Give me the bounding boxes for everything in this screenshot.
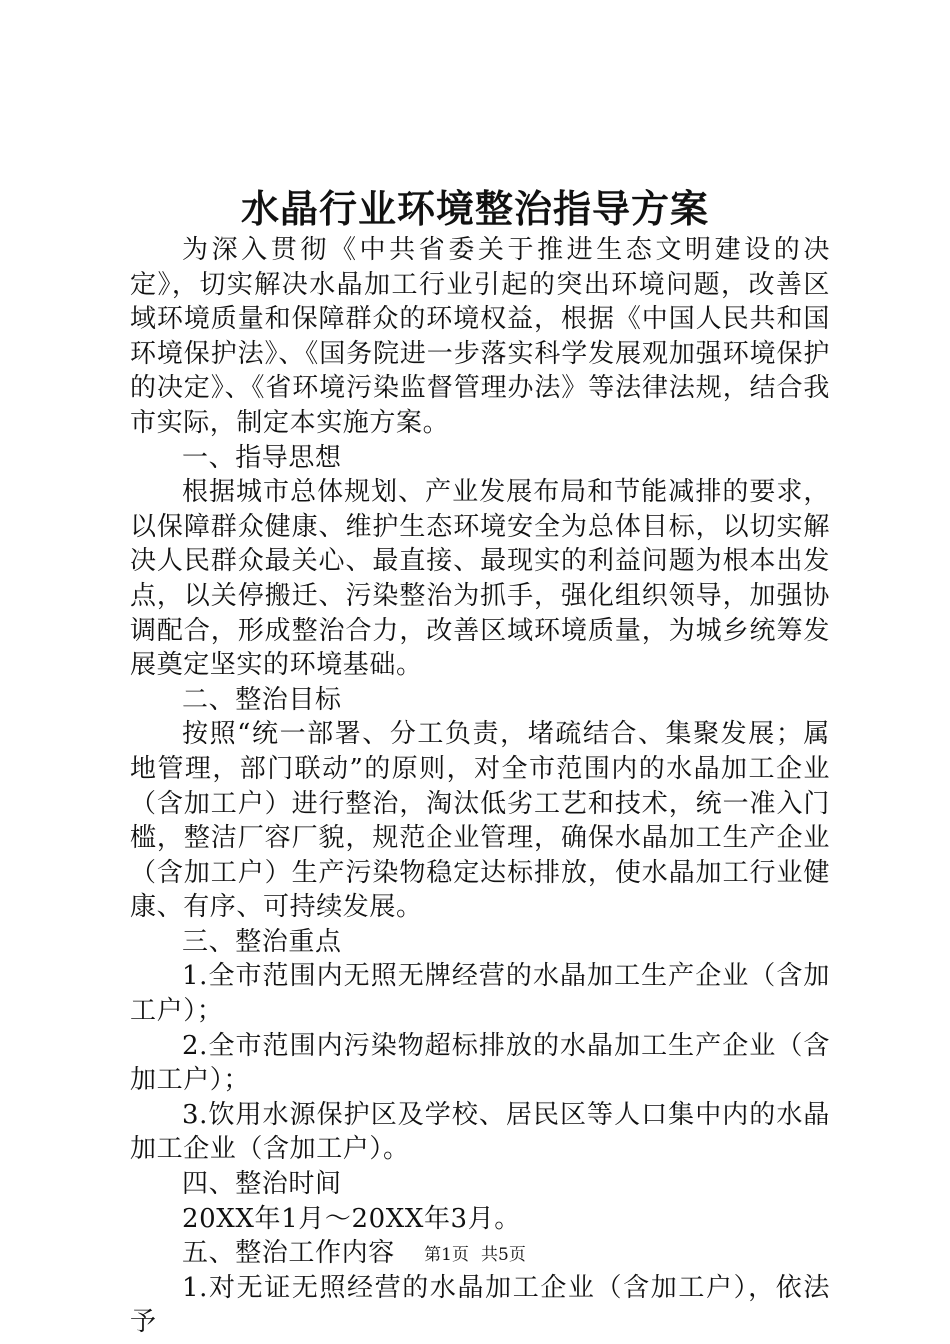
section-heading-guiding-ideology: 一、指导思想 xyxy=(182,442,342,473)
page-total: 共5页 xyxy=(481,1245,526,1265)
list-item: 2.全市范围内污染物超标排放的水晶加工生产企业（含加工户）； xyxy=(130,1030,830,1096)
document-body xyxy=(130,233,830,1340)
list-item: 1.对无证无照经营的水晶加工企业（含加工户），依法予 xyxy=(130,1272,830,1338)
paragraph-intro: 为深入贯彻《中共省委关于推进生态文明建设的决定》，切实解决水晶加工行业引起的突出环境问题，改善区域环境质量和保障群众的环境权益，根据《中国人民共和国环境保护法》、《国务院进一步落实科学发展观加强环境保护的决定》、《省环境污染监督管理办法》等法律法规，结合我市实际，制定本实施方案。 xyxy=(130,235,830,438)
paragraph-goals: 按照“统一部署、分工负责，堵疏结合、集聚发展；属地管理，部门联动”的原则，对全市范围内的水晶加工企业（含加工户）进行整治，淘汰低劣工艺和技术，统一准入门槛，整洁厂容厂貌，规范企业管理，确保水晶加工生产企业（含加工户）生产污染物稳定达标排放，使水晶加工行业健康、有序、可持续发展。 xyxy=(130,719,830,923)
list-item: 1.全市范围内无照无牌经营的水晶加工生产企业（含加工户）； xyxy=(130,961,830,1027)
document-title: 水晶行业环境整治指导方案 xyxy=(240,186,709,231)
list-item: 3.饮用水源保护区及学校、居民区等人口集中内的水晶加工企业（含加工户）。 xyxy=(130,1099,830,1165)
page-number: 第1页 xyxy=(424,1245,469,1265)
section-heading-timeframe: 四、整治时间 xyxy=(182,1169,342,1200)
section-heading-key-points: 三、整治重点 xyxy=(182,926,342,957)
section-heading-goals: 二、整治目标 xyxy=(182,684,342,715)
paragraph-timeframe: 20XX年1月～20XX年3月。 xyxy=(182,1203,521,1234)
section-heading-work-content: 五、整治工作内容 xyxy=(182,1238,395,1269)
paragraph-guiding-ideology: 根据城市总体规划、产业发展布局和节能减排的要求，以保障群众健康、维护生态环境安全为总体目标，以切实解决人民群众最关心、最直接、最现实的利益问题为根本出发点，以关停搬迁、污染整治为抓手，强化组织领导，加强协调配合，形成整治合力，改善区域环境质量，为城乡统筹发展奠定坚实的环境基础。 xyxy=(130,477,830,681)
page-footer xyxy=(0,1243,950,1267)
